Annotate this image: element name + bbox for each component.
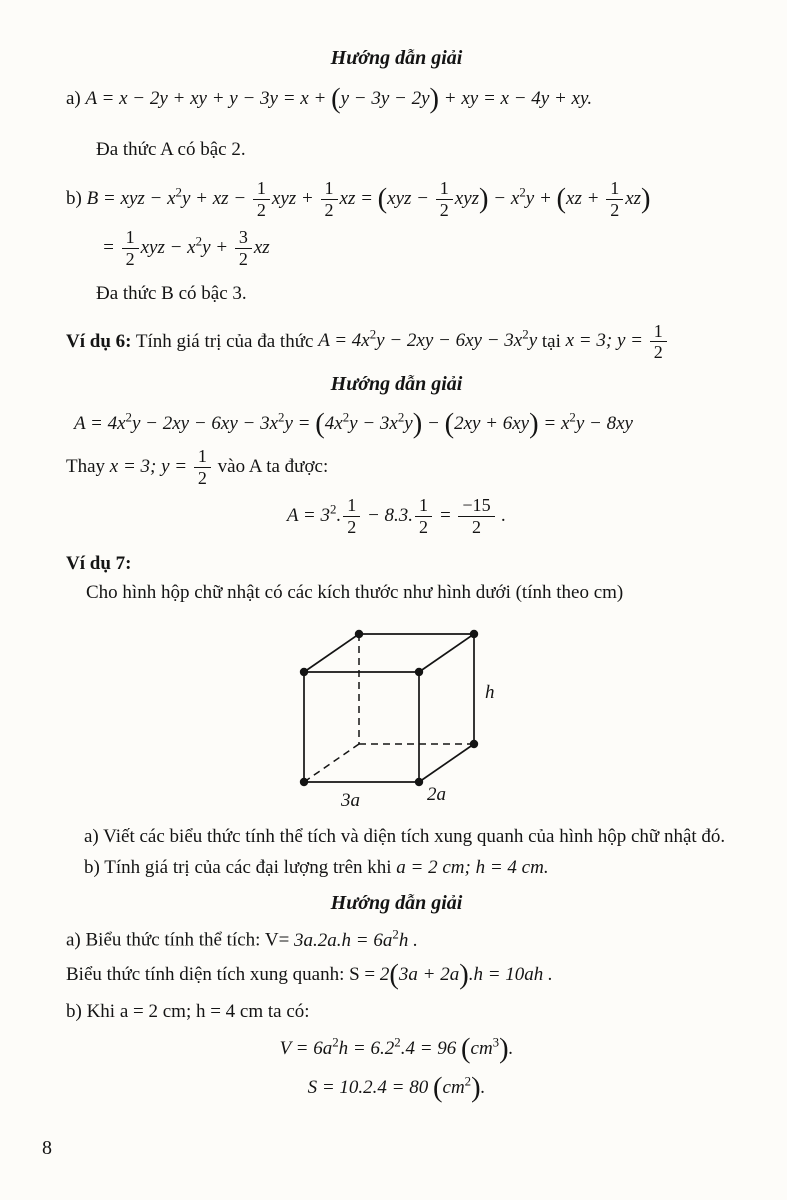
example6-label: Ví dụ 6: [66, 330, 132, 352]
solution-b-surface-line [66, 1072, 727, 1104]
equation-b-line [66, 179, 727, 220]
example6-result: $A = 3^2$. $\frac{1}{2}$ − 8.3. $\frac{1}{2}$ = $\frac{-15}{2}$ . [286, 495, 507, 538]
cube-label-2a: 2a [426, 784, 446, 806]
cube-solid-edges [304, 634, 474, 782]
example6-text1: Tính giá trị của đa thức [135, 330, 314, 352]
example6-result-line [66, 496, 727, 537]
question-b-math: a = 2 cm; h = 4 cm. [396, 856, 549, 878]
item-a-label: a) [66, 88, 81, 109]
example6-substitution-line [66, 447, 727, 488]
example6-equation-line [74, 408, 727, 440]
thay-text2: vào A ta được: [217, 456, 329, 478]
solution-heading-2: Hướng dẫn giải [330, 373, 463, 396]
cube-vertex-dot [469, 630, 477, 638]
cube-vertex-dot [299, 668, 307, 676]
solution-heading-3: Hướng dẫn giải [330, 892, 463, 915]
cube-vertex-dot [414, 668, 422, 676]
cube-diagram [269, 612, 525, 814]
solution-b-line: b) Khi a = 2 cm; h = 4 cm ta có: [66, 1000, 310, 1022]
solution-a2-math: 2(3a + 2a).h = 10ah . [379, 959, 553, 991]
item-b-label: b) [66, 187, 82, 209]
example6-math2: x = 3; y = $\frac{1}{2}$ [566, 330, 669, 351]
solution-heading-1: Hướng dẫn giải [330, 47, 463, 69]
cube-label-3a: 3a [340, 790, 360, 812]
example6-statement [66, 322, 727, 363]
solution-a2-text: Biểu thức tính diện tích xung quanh: S = [66, 964, 376, 986]
example6-math1: $A = 4x^2y - 2xy - 6xy - 3x^2y$ [318, 327, 538, 352]
equation-b-continued [102, 228, 727, 269]
solution-a2-line [66, 959, 727, 991]
example6-text2: tại [541, 330, 561, 352]
question-b-text: b) Tính giá trị của các đại lượng trên khi [84, 856, 392, 878]
example6-equation: $A = 4x^2y - 2xy - 6xy - 3x^2y = (4x^2y - 3x^2y) - (2xy + 6xy) = x^2y - 8xy$ [74, 408, 633, 440]
thay-math: x = 3; y = $\frac{1}{2}$ [110, 456, 213, 477]
solution-a1-math: $3a.2a.h = 6a^2h$ . [294, 926, 418, 951]
example7-question-a: a) Viết các biểu thức tính thể tích và diện tích xung quanh của hình hộp chữ nhật đó. [84, 826, 726, 848]
solution-b-volume: $V = 6a^2h = 6.2^2.4 = 96$ $(cm^3)$. [279, 1033, 514, 1065]
cube-label-h: h [484, 682, 494, 704]
solution-b-volume-line [66, 1034, 727, 1063]
thay-text1: Thay [66, 456, 106, 478]
cube-hidden-edges [304, 634, 474, 782]
equation-b2: = $\frac{1}{2}$ xyz − $x^2y$ + $\frac{3}{2}$ xz [102, 227, 270, 269]
cube-vertex-dots [299, 630, 477, 786]
example7-label: Ví dụ 7: [66, 553, 132, 575]
box-figure [66, 612, 727, 814]
note-b: Đa thức B có bậc 3. [96, 282, 247, 304]
cube-edge-hidden [304, 744, 359, 782]
cube-edge-solid [419, 634, 474, 672]
example7-intro: Cho hình hộp chữ nhật có các kích thước như hình dưới (tính theo cm) [86, 581, 624, 603]
cube-edge-solid [419, 744, 474, 782]
cube-vertex-dot [299, 778, 307, 786]
cube-vertex-dot [414, 778, 422, 786]
solution-b-surface: S = 10.2.4 = 80 $(cm^2)$. [307, 1072, 486, 1104]
solution-a1-line [66, 925, 727, 954]
example7-question-b [84, 855, 727, 882]
cube-vertex-dot [469, 740, 477, 748]
note-a: Đa thức A có bậc 2. [96, 138, 246, 160]
cube-edge-solid [304, 634, 359, 672]
equation-a-line [66, 83, 727, 115]
equation-b: B = xyz − $x^2y$ + xz − $\frac{1}{2}$ xyz + $\frac{1}{2}$ xz = (xyz − $\frac{1}{2}$ $xyz) - x^2y + (xz$ + $\frac{1}{2}$ xz) [86, 178, 651, 221]
solution-a1-text: a) Biểu thức tính thể tích: V= [66, 929, 290, 951]
page-number: 8 [42, 1137, 52, 1159]
equation-a: A = x − 2y + xy + y − 3y = x + (y − 3y − 2y) + xy = x − 4y + xy. [85, 83, 593, 115]
cube-vertex-dot [354, 630, 362, 638]
